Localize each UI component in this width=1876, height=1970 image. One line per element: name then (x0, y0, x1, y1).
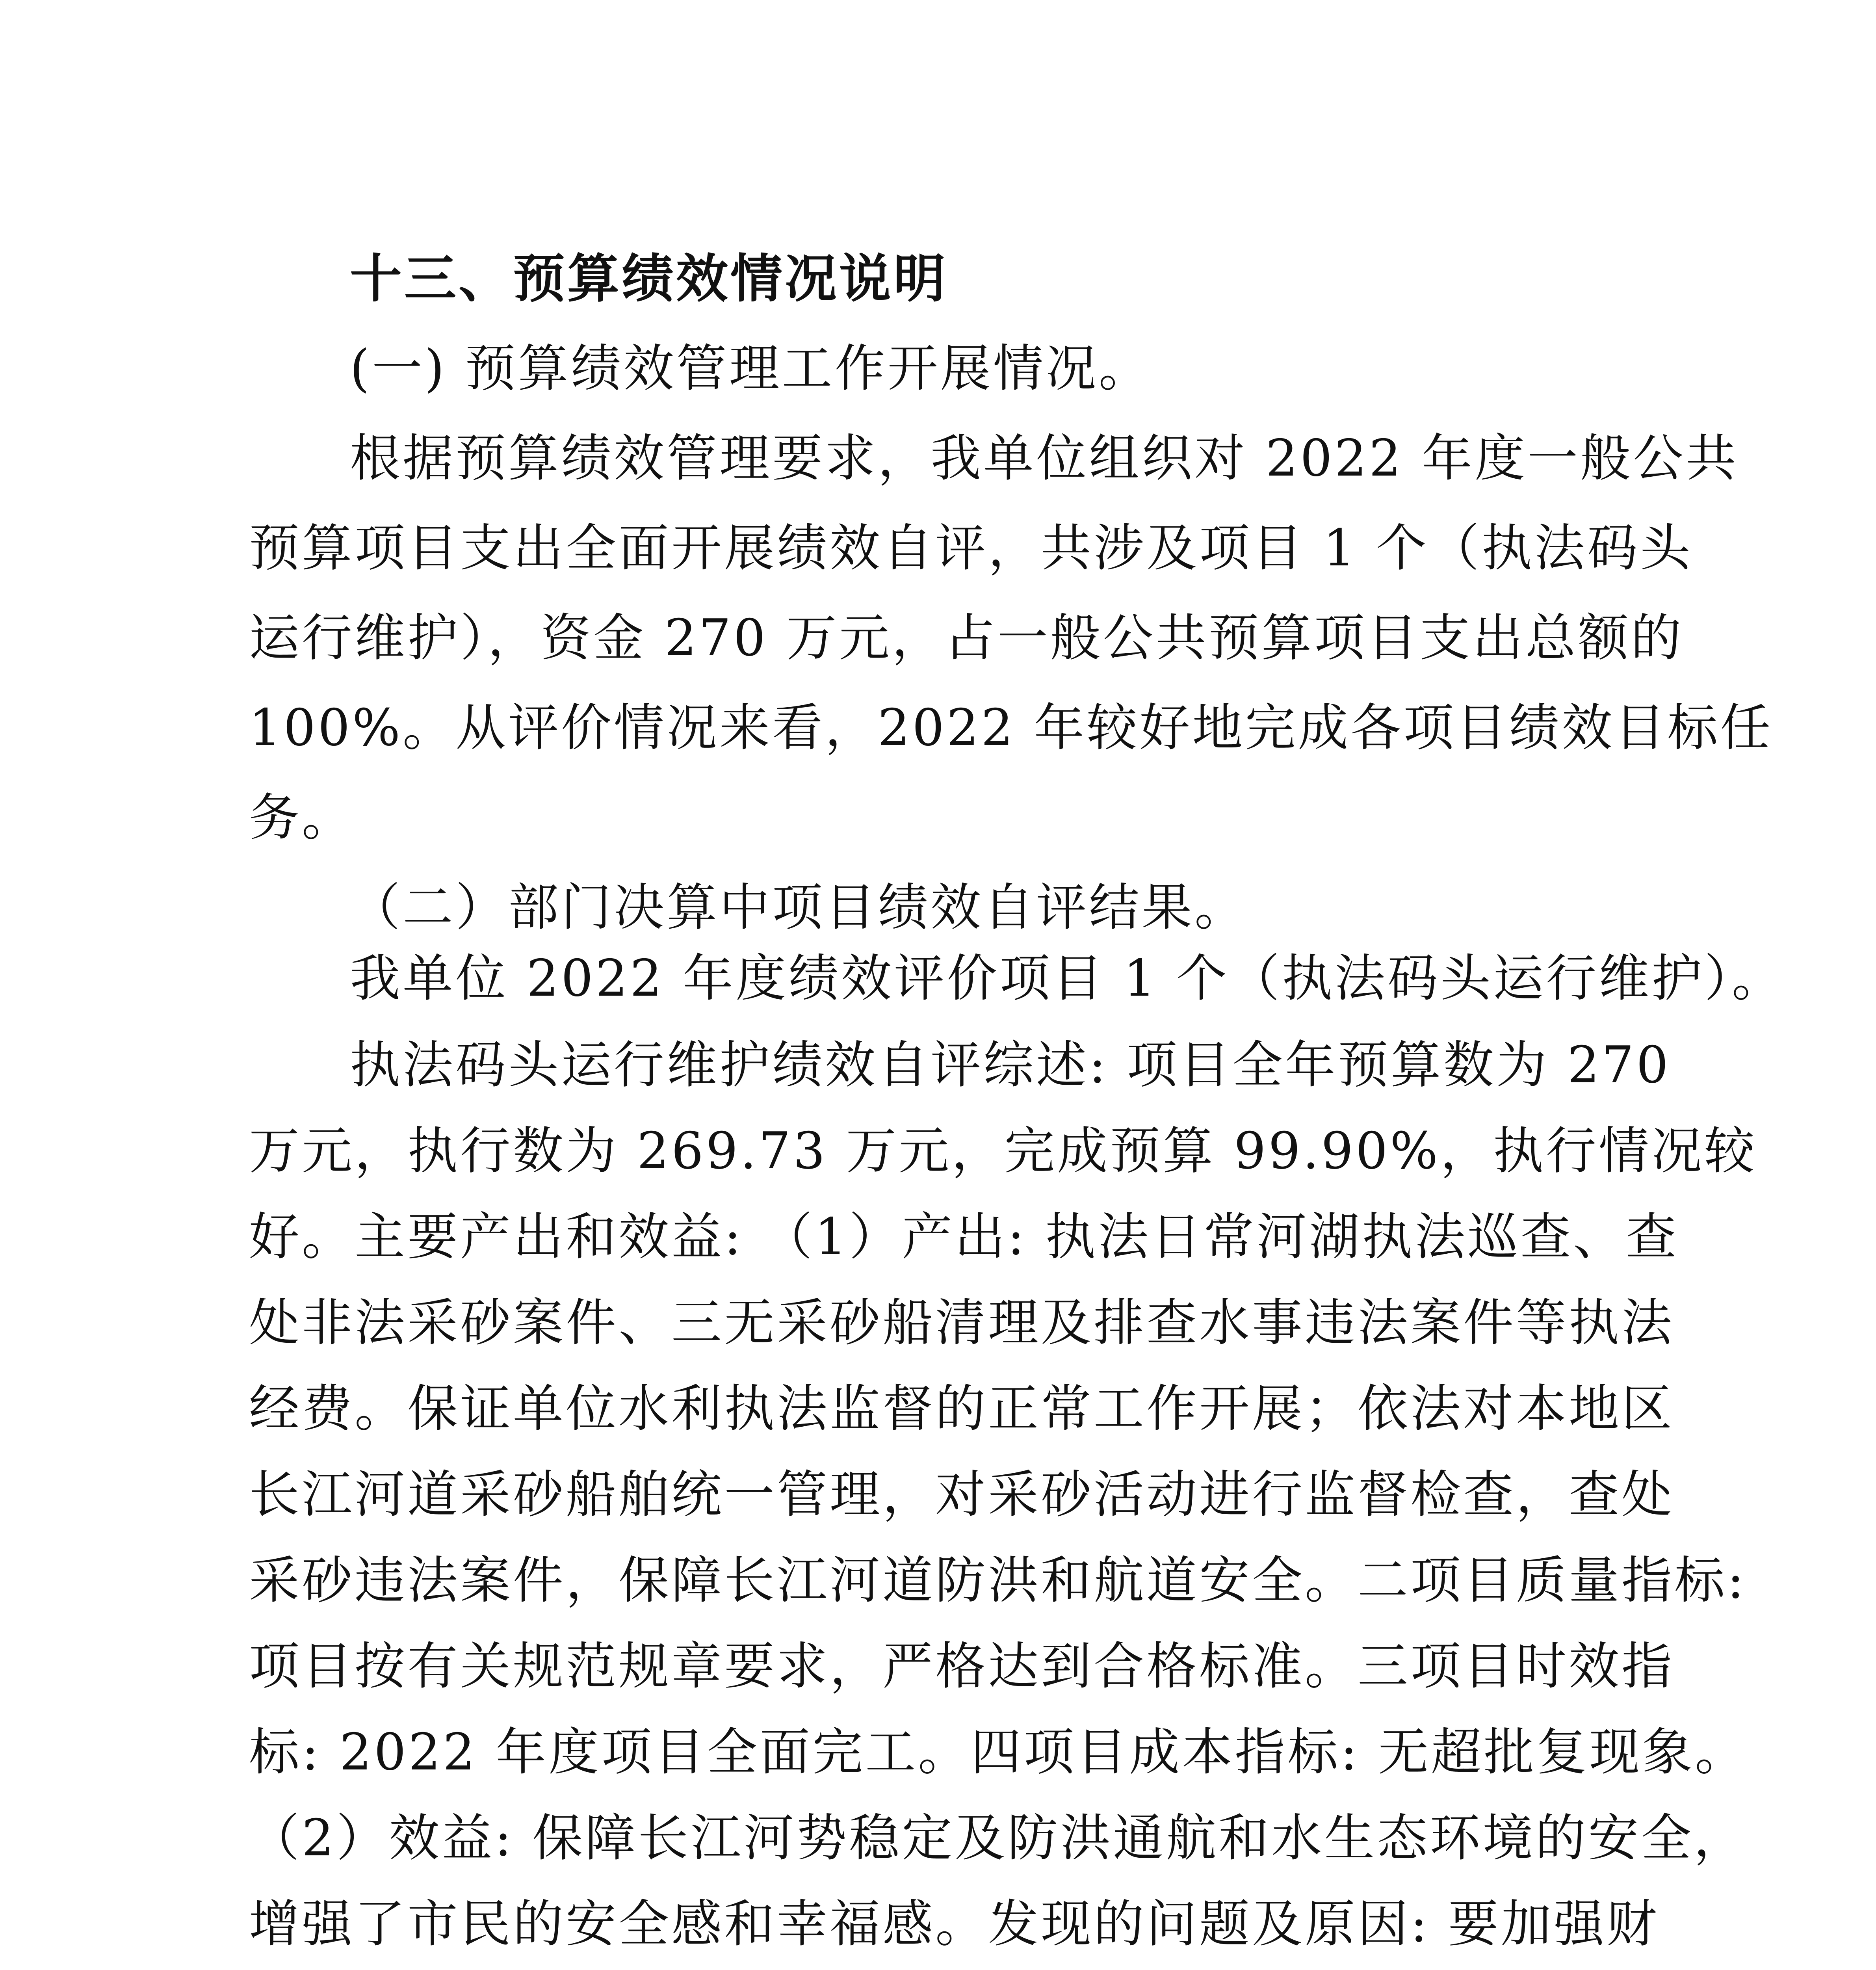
paragraph-line: 万元，执行数为 269.73 万元，完成预算 99.90%，执行情况较 (249, 1122, 1757, 1180)
body-text (249, 0, 1785, 1970)
paragraph-line: 100%。从评价情况来看，2022 年较好地完成各项目绩效目标任 (249, 699, 1773, 757)
paragraph-line: 根据预算绩效管理要求，我单位组织对 2022 年度一般公共 (350, 429, 1739, 488)
paragraph-line: 经费。保证单位水利执法监督的正常工作开展；依法对本地区 (249, 1379, 1675, 1438)
paragraph-line: 增强了市民的安全感和幸福感。发现的问题及原因: 要加强财 (249, 1895, 1659, 1953)
paragraph-line: 采砂违法案件，保障长江河道防洪和航道安全。二项目质量指标: (249, 1551, 1747, 1610)
paragraph-line: 预算项目支出全面开展绩效自评，共涉及项目 1 个（执法码头 (249, 519, 1693, 578)
section-title: 十三、预算绩效情况说明 (350, 249, 948, 309)
paragraph-line: 项目按有关规范规章要求，严格达到合格标准。三项目时效指 (249, 1637, 1675, 1696)
paragraph-line: 我单位 2022 年度绩效评价项目 1 个（执法码头运行维护）。 (350, 949, 1785, 1008)
paragraph-line: 运行维护），资金 270 万元，占一般公共预算项目支出总额的 (249, 609, 1684, 667)
paragraph-line: 执法码头运行维护绩效自评综述: 项目全年预算数为 270 (350, 1036, 1671, 1095)
paragraph-line: 处非法采砂案件、三无采砂船清理及排查水事违法案件等执法 (249, 1294, 1675, 1352)
subsection-heading: （二）部门决算中项目绩效自评结果。 (350, 878, 1248, 937)
paragraph-line: 务。 (249, 788, 355, 847)
paragraph-line: （2）效益: 保障长江河势稳定及防洪通航和水生态环境的安全， (249, 1809, 1747, 1868)
paragraph-line: 好。主要产出和效益: （1）产出: 执法日常河湖执法巡查、查 (249, 1208, 1679, 1266)
paragraph-line: 长江河道采砂船舶统一管理，对采砂活动进行监督检查，查处 (249, 1465, 1675, 1524)
subsection-heading: (一) 预算绩效管理工作开展情况。 (350, 339, 1152, 398)
paragraph-line: 标: 2022 年度项目全面完工。四项目成本指标: 无超批复现象。 (249, 1723, 1748, 1782)
